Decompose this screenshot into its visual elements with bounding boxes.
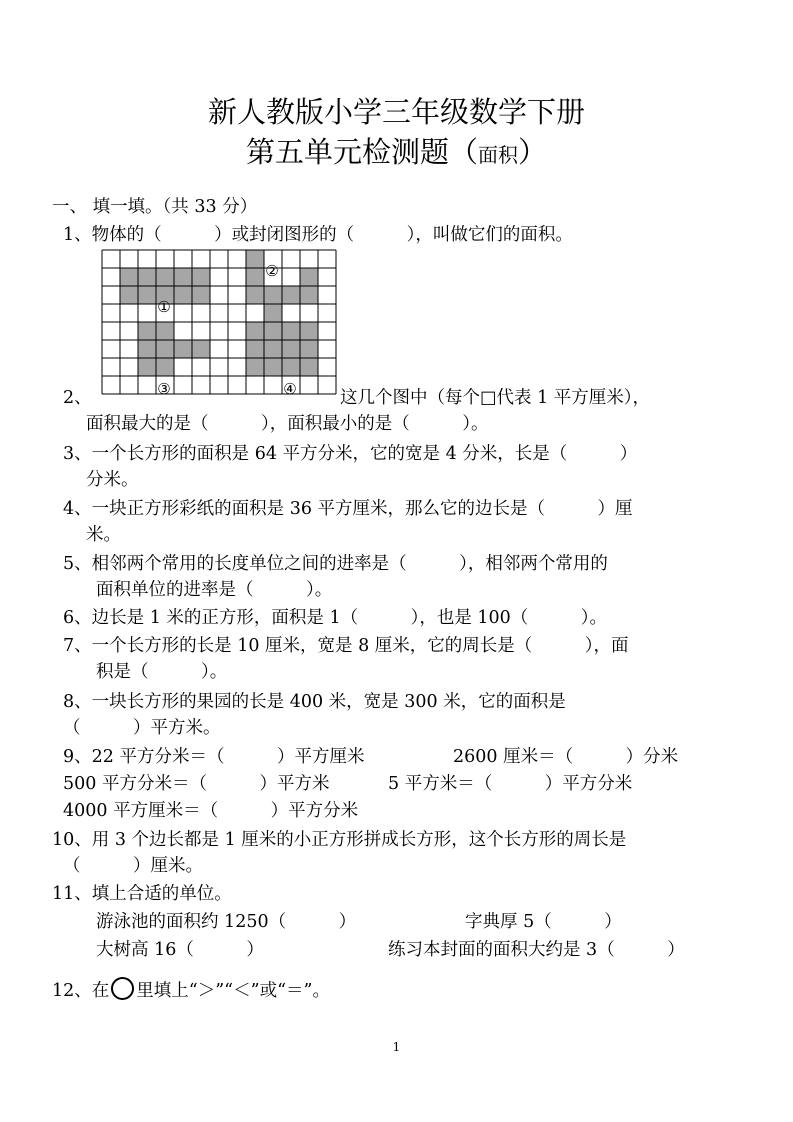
shaded-cell [120, 286, 138, 304]
question-4-cont: 米。 [86, 525, 121, 545]
question-3: 3、一个长方形的面积是 64 平方分米，它的宽是 4 分米，长是（ ） [63, 444, 638, 464]
question-12 [52, 977, 330, 1002]
figure-label-2: ② [265, 262, 279, 280]
shaded-cell [192, 340, 210, 358]
shaded-cell [246, 286, 264, 304]
shaded-cell [246, 250, 264, 268]
area-grid-figure [101, 249, 337, 401]
subtitle-open-paren: （ [448, 135, 478, 169]
shaded-cell [138, 322, 156, 340]
figure-label-4: ④ [283, 380, 297, 398]
question-10: 10、用 3 个边长都是 1 厘米的小正方形拼成长方形，这个长方形的周长是 [52, 830, 627, 850]
question-7-cont: 积是（ ）。 [96, 662, 228, 682]
shaded-cell [174, 286, 192, 304]
question-7: 7、一个长方形的长是 10 厘米，宽是 8 厘米，它的周长是（ ），面 [63, 636, 629, 656]
shaded-cell [138, 268, 156, 286]
question-4: 4、一块正方形彩纸的面积是 36 平方厘米，那么它的边长是（ ）厘 [63, 499, 633, 519]
question-8-cont: （ ）平方米。 [63, 718, 221, 738]
shaded-cell [138, 286, 156, 304]
question-9d: 5 平方米＝（ ）平方分米 [388, 774, 633, 794]
shaded-cell [282, 286, 300, 304]
question-8: 8、一块长方形的果园的长是 400 米，宽是 300 米，它的面积是 [63, 692, 566, 712]
question-2-number: 2、 [63, 388, 92, 408]
shaded-cell [282, 358, 300, 376]
shaded-cell [246, 322, 264, 340]
shaded-cell [174, 340, 192, 358]
page-title: 新人教版小学三年级数学下册 [207, 95, 585, 129]
question-11b: 字典厚 5（ ） [465, 912, 622, 932]
shaded-cell [138, 340, 156, 358]
question-9a: 9、22 平方分米＝（ ）平方厘米 [63, 747, 365, 767]
shaded-cell [138, 358, 156, 376]
shaded-cell [264, 340, 282, 358]
shaded-cell [156, 322, 174, 340]
page-subtitle [0, 130, 793, 171]
shaded-cell [282, 340, 300, 358]
shaded-cell [192, 286, 210, 304]
circle-icon [111, 977, 134, 1000]
question-9e: 4000 平方厘米＝（ ）平方分米 [63, 801, 359, 821]
question-12-suffix: 里填上“＞”“＜”或“＝”。 [136, 981, 330, 1001]
question-5-cont: 面积单位的进率是（ ）。 [96, 580, 333, 600]
question-6: 6、边长是 1 米的正方形，面积是 1（ ），也是 100（ ）。 [63, 608, 608, 628]
shaded-cell [264, 304, 282, 322]
page-number: 1 [392, 1040, 401, 1054]
shaded-cell [174, 268, 192, 286]
shaded-cell [156, 340, 174, 358]
question-10-cont: （ ）厘米。 [63, 856, 203, 876]
shaded-cell [156, 268, 174, 286]
shaded-cell [120, 268, 138, 286]
question-9b: 2600 厘米＝（ ）分米 [453, 747, 679, 767]
question-2: 这几个图中（每个□代表 1 平方厘米）， [340, 388, 651, 408]
shaded-cell [246, 358, 264, 376]
shaded-cell [300, 340, 318, 358]
question-12-prefix: 12、在 [52, 981, 110, 1001]
question-5: 5、相邻两个常用的长度单位之间的进率是（ ），相邻两个常用的 [63, 554, 608, 574]
shaded-cell [282, 322, 300, 340]
subtitle-close-paren: ） [518, 135, 548, 169]
shaded-cell [246, 340, 264, 358]
question-9c: 500 平方分米＝（ ）平方米 [63, 774, 330, 794]
shaded-cell [300, 286, 318, 304]
question-1: 1、物体的（ ）或封闭图形的（ ），叫做它们的面积。 [63, 225, 573, 245]
question-11c: 大树高 16（ ） [96, 940, 264, 960]
figure-label-1: ① [157, 298, 171, 316]
question-2-cont: 面积最大的是（ ），面积最小的是（ ）。 [86, 414, 489, 434]
shaded-cell [156, 358, 174, 376]
section-heading: 一、 填一填。（共 33 分） [52, 197, 258, 217]
question-11d: 练习本封面的面积大约是 3（ ） [388, 940, 685, 960]
question-3-cont: 分米。 [86, 470, 139, 490]
shaded-cell [300, 358, 318, 376]
shaded-cell [246, 268, 264, 286]
shaded-cell [192, 268, 210, 286]
shaded-cell [300, 268, 318, 286]
subtitle-topic: 面积 [478, 143, 518, 167]
shaded-cell [264, 286, 282, 304]
question-11: 11、填上合适的单位。 [52, 884, 232, 904]
shaded-cell [264, 358, 282, 376]
question-11a: 游泳池的面积约 1250（ ） [96, 912, 357, 932]
figure-label-3: ③ [157, 380, 171, 398]
subtitle-main: 第五单元检测题 [245, 135, 449, 169]
shaded-cell [264, 322, 282, 340]
shaded-cell [300, 322, 318, 340]
